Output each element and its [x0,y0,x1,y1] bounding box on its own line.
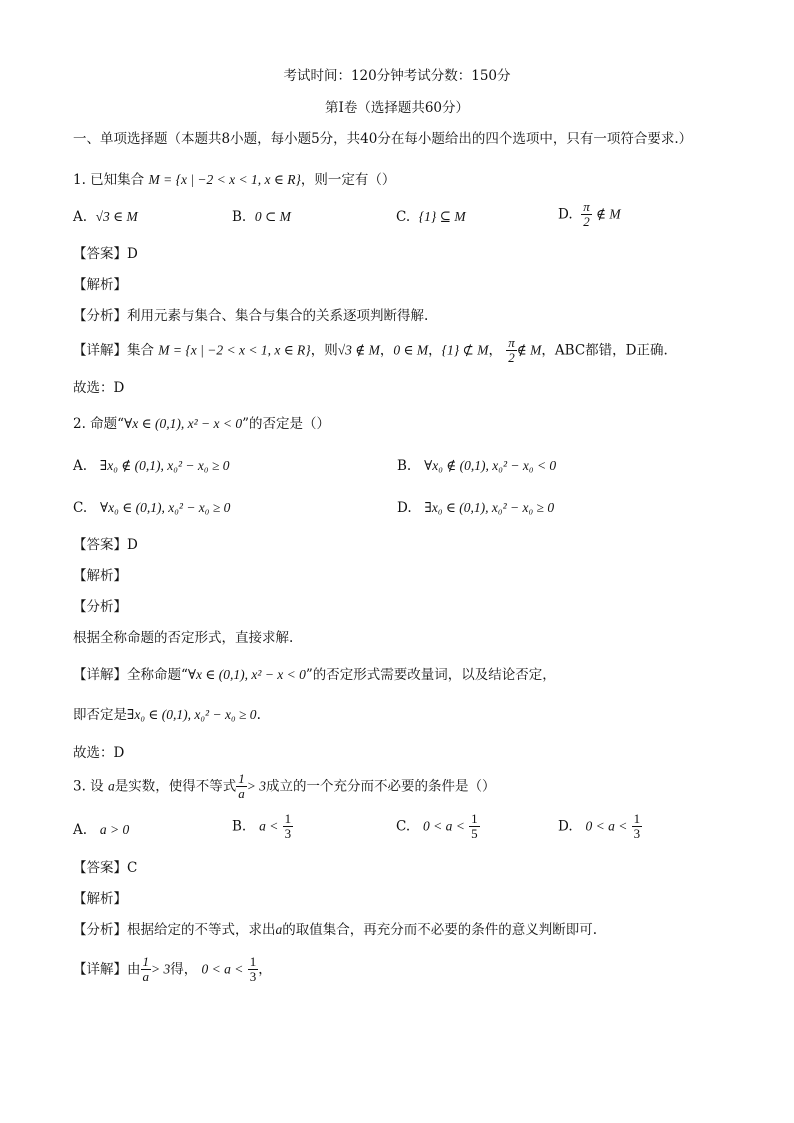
fenxi-text: 的取值集合，再充分而不必要的条件的意义判断即可. [282,922,598,938]
q1-option-c [396,207,466,227]
option-label: D. [558,206,573,223]
detail-label: 【详解】 [73,961,127,978]
fraction: $\frac{1}{3}$ [284,811,292,841]
q1-stem-suffix: ，则一定有（） [300,172,396,188]
q3-option-c [396,812,480,841]
detail-expr: 0 ∈ M [393,342,429,358]
q3-fenxi [73,920,597,940]
q2-option-c [73,498,230,518]
fenxi-text: 利用元素与集合、集合与集合的关系逐项判断得解. [127,308,429,324]
option-label: A. [73,458,88,474]
section-heading: 一、单项选择题（本题共8小题，每小题5分，共40分在每小题给出的四个选项中，只有一项符合要求.） [73,131,693,147]
q2-option-d [397,498,554,518]
option-expr: ∀x₀ ∈ (0,1), x₀² − x₀ ≥ 0 [100,500,231,515]
q2-choose [73,743,124,763]
detail-expr: {1} ⊄ M [441,342,489,358]
fraction: $\frac{1}{a}$ [142,954,149,984]
q2-stem [73,414,330,434]
q2-option-b [397,456,556,476]
q2-negation [73,705,261,725]
answer-value: D [127,246,138,262]
fenxi-text: 根据给定的不等式，求出 [127,922,276,938]
q2-stem-expr: ∀x ∈ (0,1), x² − x < 0 [124,416,243,431]
detail-text: ， [258,961,272,978]
q3-option-b [232,812,293,841]
q2-analysis-label: 【解析】 [73,568,127,584]
fraction: $\frac{\pi}{2}$ [583,199,590,229]
q3-stem [73,772,495,801]
detail-prefix: 全称命题“ [127,667,188,683]
detail-text: 得， [170,961,198,978]
q3-answer [73,858,137,878]
q3-stem-prefix: 3. 设 [73,778,104,795]
option-expr: 0 ⊂ M [254,209,291,224]
detail-expr: 0 < a < [201,961,244,977]
q3-option-d [558,812,642,841]
option-expr: 0 < a < [585,818,628,834]
q3-stem-mid: 是实数，使得不等式 [114,778,237,795]
choose-label: 故选： [73,745,114,761]
detail-text: ，ABC都错，D正确. [541,342,668,359]
q2-stem-prefix: 2. 命题“ [73,416,125,432]
choose-value: D [113,745,125,761]
detail-label: 【详解】 [73,342,127,359]
detail-prefix: 集合 [127,342,154,359]
fenxi-var: a [275,922,283,937]
option-label: C. [396,209,411,225]
option-expr: ∉ M [596,206,621,222]
q3-detail [73,955,272,984]
q1-fenxi [73,306,428,326]
detail-expr: ∉ M [516,342,542,358]
negation-expr: ∃x₀ ∈ (0,1), x₀² − x₀ ≥ 0 [127,707,257,722]
negation-prefix: 即否定是 [73,707,127,723]
q3-analysis-label: 【解析】 [73,891,127,907]
option-label: C. [73,500,88,516]
q2-answer [73,535,138,555]
q1-stem-prefix: 1. 已知集合 [73,172,145,188]
detail-text: ， [428,342,442,359]
answer-label: 【答案】 [73,246,127,262]
option-label: A. [73,209,88,225]
detail-suffix: ”的否定形式需要改量词，以及结论否定， [305,667,556,683]
q1-set-expr: M = {x | −2 < x < 1, x ∈ R} [148,172,301,187]
q1-analysis-label: 【解析】 [73,277,127,293]
option-expr: a < [259,818,279,834]
option-expr: {1} ⊆ M [418,209,466,224]
option-label: B. [397,458,412,474]
section-title: 第Ⅰ卷（选择题共60分） [324,100,469,116]
q2-option-a [73,456,229,476]
answer-label: 【答案】 [73,860,127,876]
fraction: $\frac{1}{3}$ [633,811,641,841]
fraction: $\frac{\pi}{2}$ [508,335,515,365]
option-label: B. [232,209,247,225]
answer-value: C [127,860,138,876]
detail-text: ， [379,342,394,359]
q2-fenxi-label: 【分析】 [73,599,127,615]
detail-text: 由 [127,961,141,978]
q2-stem-suffix: ”的否定是（） [242,416,330,432]
q3-var: a [107,778,115,794]
q3-stem-suffix: 成立的一个充分而不必要的条件是（） [265,778,496,795]
q3-option-a [73,820,129,840]
detail-label: 【详解】 [73,667,127,683]
q2-fenxi-text: 根据全称命题的否定形式，直接求解. [73,630,294,646]
fraction: $\frac{1}{a}$ [238,771,245,801]
detail-expr: √3 ∉ M [337,342,380,358]
option-expr: a > 0 [99,822,130,837]
detail-expr: > 3 [151,961,171,977]
q1-option-a [73,207,138,227]
fenxi-label: 【分析】 [73,308,127,324]
q3-rel: > 3 [246,778,266,794]
option-label: C. [396,818,411,835]
fraction: $\frac{1}{3}$ [249,954,257,984]
option-expr: ∃x₀ ∉ (0,1), x₀² − x₀ ≥ 0 [99,458,230,473]
detail-set: M = {x | −2 < x < 1, x ∈ R} [158,342,311,358]
q1-option-b [232,207,291,227]
answer-label: 【答案】 [73,537,127,553]
fraction: $\frac{1}{5}$ [471,811,478,841]
option-label: B. [232,818,247,835]
option-expr: ∀x₀ ∉ (0,1), x₀² − x₀ < 0 [424,458,557,473]
q1-answer [73,244,138,264]
option-expr: ∃x₀ ∈ (0,1), x₀² − x₀ ≥ 0 [424,500,555,515]
option-expr: 0 < a < [423,818,465,834]
option-label: D. [558,818,573,835]
exam-info: 考试时间：120分钟考试分数：150分 [283,68,511,84]
option-label: A. [73,822,88,838]
choose-value: D [113,380,125,396]
choose-label: 故选： [73,380,114,396]
option-label: D. [397,500,412,516]
answer-value: D [127,537,138,553]
q1-choose [73,378,124,398]
q1-option-d [558,200,621,229]
q2-detail [73,665,556,685]
q1-stem [73,170,395,190]
detail-text: ， [488,342,502,359]
detail-expr: ∀x ∈ (0,1), x² − x < 0 [187,667,306,682]
negation-suffix: . [256,707,261,723]
option-expr: √3 ∈ M [95,209,138,224]
q1-detail [73,336,668,365]
fenxi-label: 【分析】 [73,922,127,938]
detail-text: ，则 [310,342,338,359]
